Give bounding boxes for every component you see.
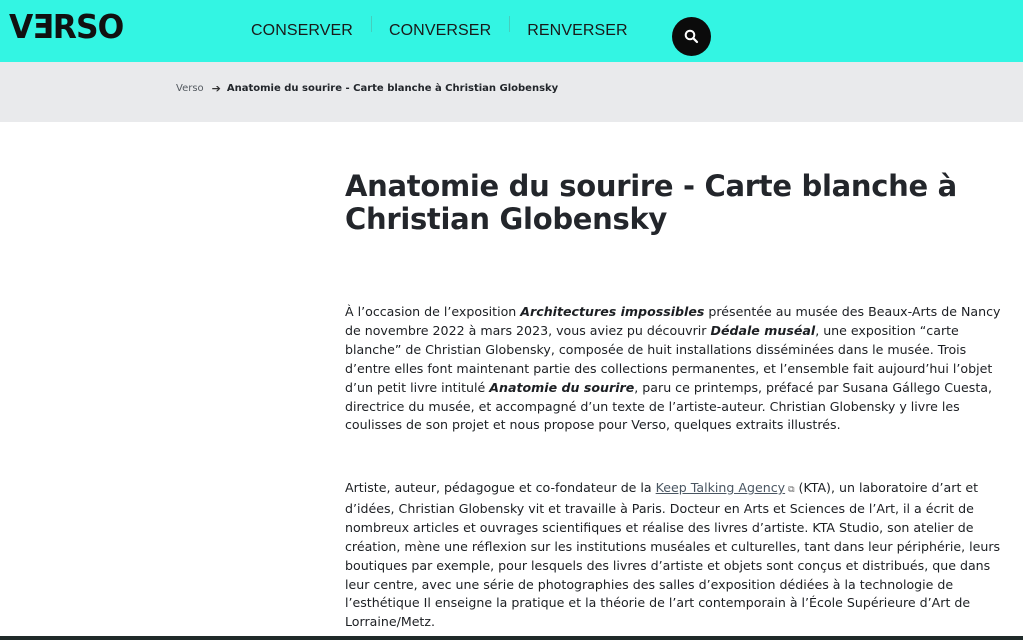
emphasis-exhibition-title: Architectures impossibles [520,304,705,319]
breadcrumb-home-link[interactable]: Verso [176,83,204,94]
bio-paragraph [345,479,1005,632]
nav-item-converser[interactable]: CONVERSER [371,22,509,40]
text-segment: Artiste, auteur, pédagogue et co-fondateur de la [345,480,656,495]
top-navigation-bar [0,0,1023,62]
external-link-icon: ⧉ [788,485,795,495]
arrow-right-icon: ➔ [211,82,221,95]
nav-item-conserver[interactable]: CONSERVER [251,22,353,39]
window-bottom-edge [0,636,1023,640]
text-segment: , une exposition “carte blanche” de Christian Globensky, composée de huit installations disséminées dans le musée. Trois d’entre elles font maintenant partie des collections permanentes, et l’ensemble fait aujourd’hui l’objet d’un petit livre intitulé [345,322,993,395]
search-icon [684,29,699,44]
breadcrumb-bar [0,62,1023,122]
main-nav [233,0,646,62]
search-button[interactable] [672,17,711,56]
breadcrumb-current: Anatomie du sourire - Carte blanche à Christian Globensky [226,83,559,94]
nav-item-renverser[interactable]: RENVERSER [509,22,645,40]
page-title: Anatomie du sourire - Carte blanche à Christian Globensky [345,169,957,236]
emphasis-exhibition-title: Dédale muséal [710,322,816,338]
text-segment: À l’occasion de l’exposition [345,304,521,319]
emphasis-book-title: Anatomie du sourire [489,379,635,395]
intro-paragraph [345,303,1005,435]
breadcrumb [176,82,558,95]
text-segment: (KTA), un laboratoire d’art et d’idées, Christian Globensky vit et travaille à Paris. Docteur en Arts et Sciences de l’Art, il a écrit de nombreux articles et ouvrages scientifiques et réalise des livres d’artiste. KTA Studio, son atelier de création, mène une réflexion sur les institutions muséales et culturelles, tant dans leur périphérie, leurs boutiques par exemple, pour lesquels des livres d’artiste et objets sont conçus et distribués, que dans leur centre, avec une série de photographies des salles d’exposition dédiées à la technologie de l’esthétique Il enseigne la pratique et la théorie de l’art contemporain à l’École Supérieure d’Art de Lorraine/Metz. [345,480,1001,630]
text-segment: , paru ce printemps, préfacé par Susana Gállego Cuesta, directrice du musée, et accompagné d’un texte de l’artiste-auteur. Christian Globensky y livre les coulisses de son projet et nous propose pour Verso, quelques extraits illustrés. [345,379,993,433]
verso-logo[interactable]: VƎRSO [9,7,124,46]
text-segment: présentée au musée des Beaux-Arts de Nancy de novembre 2022 à mars 2023, vous aviez pu découvrir [345,304,1001,338]
keep-talking-agency-link[interactable]: Keep Talking Agency [655,480,786,495]
